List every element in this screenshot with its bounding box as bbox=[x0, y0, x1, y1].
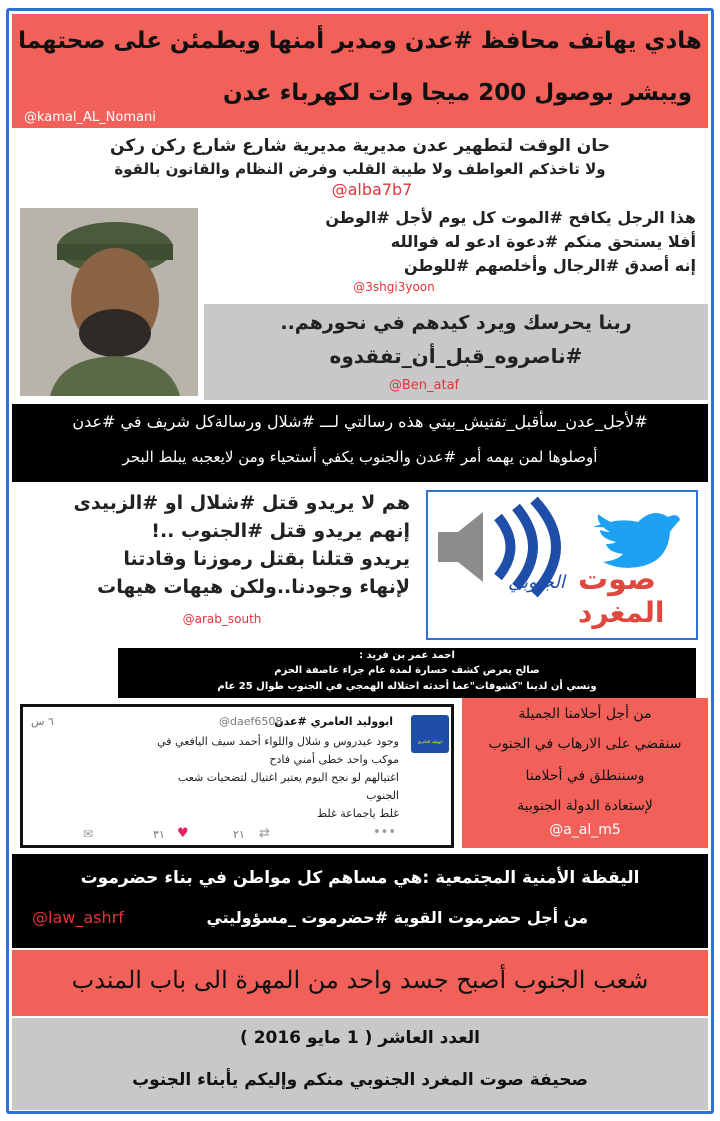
logo-word-1: صوت bbox=[578, 562, 656, 597]
tweet-card bbox=[20, 704, 454, 848]
header-handle: @kamal_AL_Nomani bbox=[24, 110, 156, 125]
ben-line-2: #ناصروه_قبل_أن_تفقدوه bbox=[329, 344, 583, 368]
black-banner bbox=[12, 404, 708, 482]
tweet-line-4: الجنوب bbox=[366, 789, 399, 802]
tweet-avatar-label: ابووليد العامري bbox=[417, 739, 443, 744]
aal-line-2: سنقضي على الارهاب في الجنوب bbox=[488, 736, 682, 752]
aal-handle: @a_al_m5 bbox=[549, 822, 621, 838]
tweet-name: ابووليد العامري #عدن bbox=[274, 715, 393, 728]
ahmed-line-1: صالح يعرض كشف خسارة لمدة عام جراء عاصفة الحزم bbox=[274, 665, 540, 676]
alba-handle: @alba7b7 bbox=[331, 180, 413, 199]
alba-line-1: حان الوقت لتطهير عدن مديرية مديرية شارع شارع ركن ركن bbox=[110, 136, 610, 156]
ahmed-name: احمد عمر بن فريد : bbox=[359, 650, 455, 661]
footer-issue: العدد العاشر ( 1 مايو 2016 ) bbox=[239, 1028, 481, 1048]
arab-line-1: هم لا يريدو قتل #شلال او #الزبيدى bbox=[73, 492, 410, 514]
3shgi-handle: @3shgi3yoon bbox=[353, 280, 435, 294]
black-banner-line-1: #لأجل_عدن_سأقبل_تفتيش_بيتي هذه رسالتي لـــ #شلال ورسالةكل شريف في #عدن bbox=[72, 412, 648, 431]
tweet-line-3: اغتيالهم لو نجح اليوم يعتبر اغتيال لتضحيات شعب bbox=[177, 771, 399, 784]
footer bbox=[12, 1018, 708, 1110]
aal-line-3: وسننطلق في أحلامنا bbox=[525, 768, 645, 784]
law-line-1: اليقظة الأمنية المجتمعية :هي مساهم كل مواطن في بناء حضرموت bbox=[80, 868, 640, 888]
ahmed-line-2: ونسي أن لدينا "كشوفات"عما أحدثه احتلاله الهمجي في الجنوب طوال 25 عام bbox=[217, 681, 597, 692]
3shgi-line-2: أفلا يستحق منكم #دعوة ادعو له فوالله bbox=[390, 232, 696, 251]
law-handle: @law_ashrf bbox=[32, 908, 124, 927]
logo-block bbox=[426, 490, 698, 640]
photo-block bbox=[12, 204, 708, 404]
reply-icon[interactable]: ✉ bbox=[83, 827, 94, 841]
tweet-time: ٦ س bbox=[31, 715, 54, 728]
tweet-handle: @daef6508 bbox=[219, 715, 283, 728]
3shgi-line-1: هذا الرجل يكافح #الموت كل يوم لأجل #الوطن bbox=[325, 208, 696, 227]
alba-tweet bbox=[12, 130, 708, 202]
ben-tweet bbox=[204, 304, 708, 400]
arab-handle: @arab_south bbox=[182, 612, 262, 626]
aal-tweet bbox=[462, 698, 708, 848]
header-line-2: ويبشر بوصول 200 ميجا وات لكهرباء عدن bbox=[222, 80, 692, 106]
tweet-avatar bbox=[411, 715, 449, 753]
slogan-banner bbox=[12, 950, 708, 1016]
footer-tagline: صحيفة صوت المغرد الجنوبي منكم وإليكم يأبناء الجنوب bbox=[132, 1070, 588, 1090]
tweet-line-2: موكب واحد خطى أمني فادح bbox=[269, 753, 399, 766]
logo-word-3: الجنوبي bbox=[508, 572, 565, 593]
law-line-2: من أجل حضرموت القوية #حضرموت _مسؤوليتي bbox=[206, 908, 588, 927]
3shgi-line-3: إنه أصدق #الرجال وأخلصهم #للوطن bbox=[403, 256, 696, 275]
aal-line-1: من أجل أحلامنا الجميلة bbox=[518, 706, 652, 722]
arab-line-3: يريدو قتلنا بقتل رموزنا وقادتنا bbox=[123, 548, 410, 570]
arab-tweet bbox=[12, 488, 422, 638]
logo-word-2: المغرد bbox=[578, 596, 665, 629]
heart-icon[interactable]: ♥ bbox=[177, 826, 189, 841]
alba-line-2: ولا تاخذكم العواطف ولا طيبة القلب وفرض النظام والقانون بالقوة bbox=[114, 160, 606, 178]
more-icon[interactable]: ••• bbox=[373, 825, 397, 840]
retweet-count: ٢١ bbox=[233, 828, 245, 841]
ben-line-1: ربنا يحرسك ويرد كيدهم في نحورهم.. bbox=[280, 312, 632, 334]
ahmed-quote bbox=[118, 648, 696, 698]
arab-line-2: إنهم يريدو قتل #الجنوب ..! bbox=[151, 520, 410, 542]
arab-line-4: لإنهاء وجودنا..ولكن هيهات هيهات bbox=[97, 576, 410, 598]
law-tweet bbox=[12, 854, 708, 948]
retweet-icon[interactable]: ⇄ bbox=[259, 826, 270, 841]
header-banner bbox=[12, 14, 708, 128]
person-photo-icon bbox=[20, 208, 198, 396]
tweet-line-1: وجود عيدروس و شلال واللواء أحمد سيف اليافعي في bbox=[157, 735, 399, 748]
aal-line-4: لإستعادة الدولة الجنوبية bbox=[517, 798, 653, 814]
3shgi-tweet bbox=[204, 204, 704, 300]
tweet-actions bbox=[83, 827, 403, 843]
tweet-line-5: غلط ياجماعة غلط bbox=[316, 807, 399, 820]
like-count: ٣١ bbox=[153, 828, 165, 841]
portrait-photo bbox=[20, 208, 198, 396]
black-banner-line-2: أوصلوها لمن يهمه أمر #عدن والجنوب يكفي أستحياء ومن لايعجبه يبلط البحر bbox=[122, 448, 598, 466]
slogan-text: شعب الجنوب أصبح جسد واحد من المهرة الى باب المندب bbox=[71, 966, 649, 994]
header-line-1: هادي يهاتف محافظ #عدن ومدير أمنها ويطمئن على صحتهما bbox=[18, 28, 702, 54]
ben-handle: @Ben_ataf bbox=[388, 378, 460, 393]
